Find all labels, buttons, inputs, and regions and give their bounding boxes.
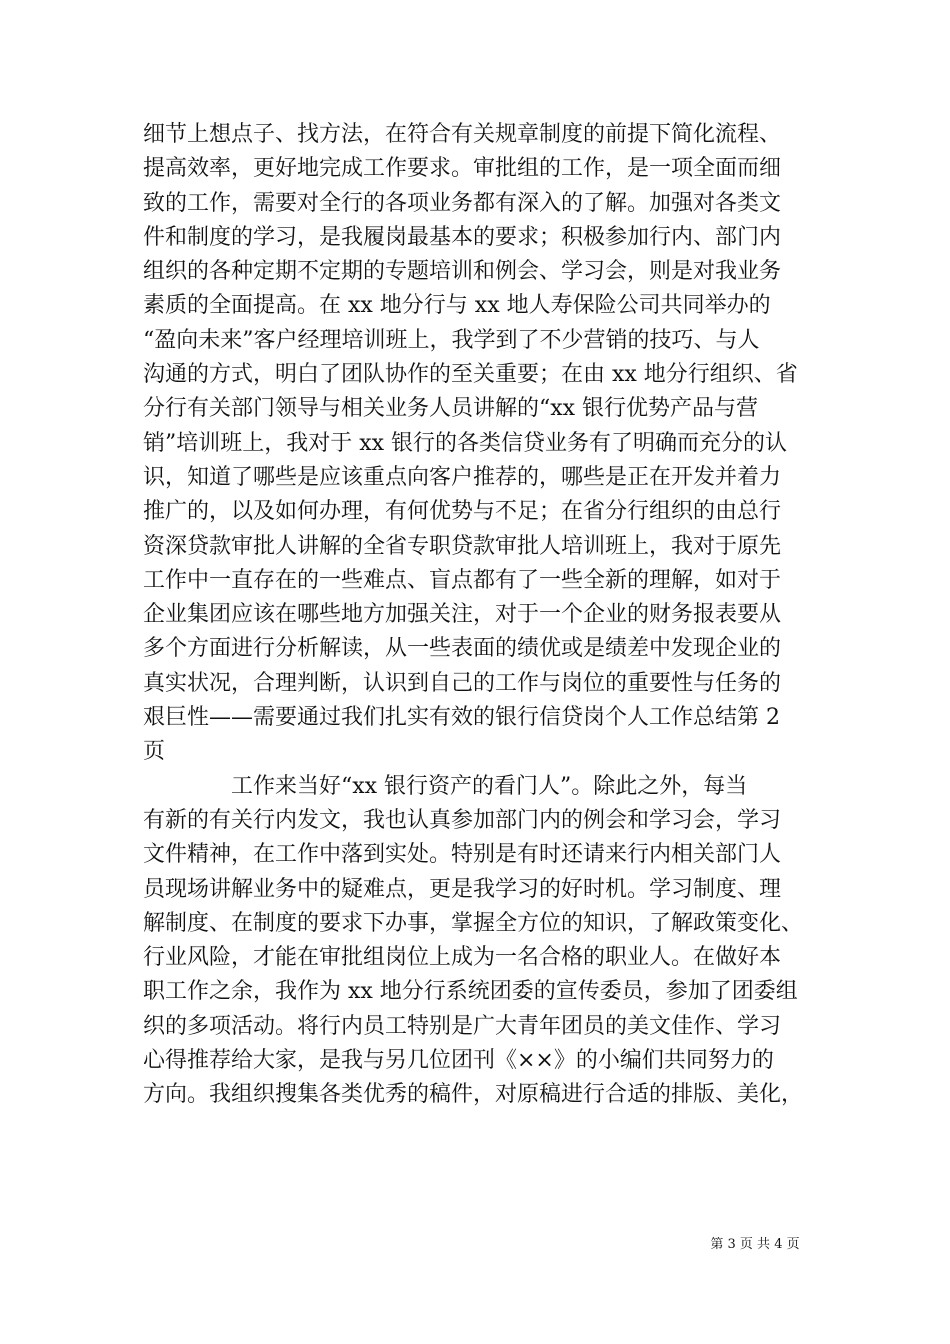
text-line: 识，知道了哪些是应该重点向客户推荐的，哪些是正在开发并着力 bbox=[143, 464, 782, 490]
body-text bbox=[143, 118, 823, 1113]
text-line: 细节上想点子、找方法，在符合有关规章制度的前提下简化流程、 bbox=[143, 122, 782, 147]
text-line: 多个方面进行分析解读，从一些表面的绩优或是绩差中发现企业的 bbox=[143, 636, 782, 662]
text-line: 艰巨性——需要通过我们扎实有效的银行信贷岗个人工作总结第 2 bbox=[143, 705, 780, 731]
text-line: 行业风险，才能在审批组岗位上成为一名合格的职业人。在做好本 bbox=[143, 945, 782, 971]
text-line: 页 bbox=[143, 739, 166, 765]
text-line: 提高效率，更好地完成工作要求。审批组的工作，是一项全面而细 bbox=[143, 156, 782, 182]
text-line: 素质的全面提高。在 xx 地分行与 xx 地人寿保险公司共同举办的 bbox=[143, 293, 771, 319]
text-line: 文件精神，在工作中落到实处。特别是有时还请来行内相关部门人 bbox=[143, 842, 782, 868]
text-line: “盈向未来”客户经理培训班上，我学到了不少营销的技巧、与人 bbox=[143, 327, 760, 353]
text-line: 真实状况，合理判断，认识到自己的工作与岗位的重要性与任务的 bbox=[143, 670, 782, 696]
text-line: 职工作之余，我作为 xx 地分行系统团委的宣传委员，参加了团委组 bbox=[143, 979, 798, 1005]
text-line: 方向。我组织搜集各类优秀的稿件，对原稿进行合适的排版、美化， bbox=[143, 1082, 804, 1108]
text-line: 销”培训班上，我对于 xx 银行的各类信贷业务有了明确而充分的认 bbox=[143, 430, 788, 456]
text-line: 企业集团应该在哪些地方加强关注，对于一个企业的财务报表要从 bbox=[143, 602, 782, 628]
page-number-footer: 第 3 页 共 4 页 bbox=[710, 1237, 800, 1252]
text-line: 资深贷款审批人讲解的全省专职贷款审批人培训班上，我对于原先 bbox=[143, 533, 782, 559]
text-line: 员现场讲解业务中的疑难点，更是我学习的好时机。学习制度、理 bbox=[143, 876, 782, 902]
text-line: 工作中一直存在的一些难点、盲点都有了一些全新的理解，如对于 bbox=[143, 567, 782, 593]
text-line: 有新的有关行内发文，我也认真参加部门内的例会和学习会，学习 bbox=[143, 807, 782, 833]
text-line: 组织的各种定期不定期的专题培训和例会、学习会，则是对我业务 bbox=[143, 259, 782, 285]
text-line: 织的多项活动。将行内员工特别是广大青年团员的美文佳作、学习 bbox=[143, 1013, 782, 1039]
text-line: 推广的，以及如何办理，有何优势与不足；在省分行组织的由总行 bbox=[143, 499, 782, 525]
paragraph-first-line: 工作来当好“xx 银行资产的看门人”。除此之外，每当 bbox=[231, 773, 748, 799]
text-line: 心得推荐给大家，是我与另几位团刊《××》的小编们共同努力的 bbox=[143, 1048, 774, 1074]
text-line: 沟通的方式，明白了团队协作的至关重要；在由 xx 地分行组织、省 bbox=[143, 362, 798, 388]
text-line: 致的工作，需要对全行的各项业务都有深入的了解。加强对各类文 bbox=[143, 190, 782, 216]
text-line: 件和制度的学习，是我履岗最基本的要求；积极参加行内、部门内 bbox=[143, 224, 782, 250]
text-line: 解制度、在制度的要求下办事，掌握全方位的知识，了解政策变化、 bbox=[143, 910, 804, 936]
text-line: 分行有关部门领导与相关业务人员讲解的“xx 银行优势产品与营 bbox=[143, 396, 759, 422]
